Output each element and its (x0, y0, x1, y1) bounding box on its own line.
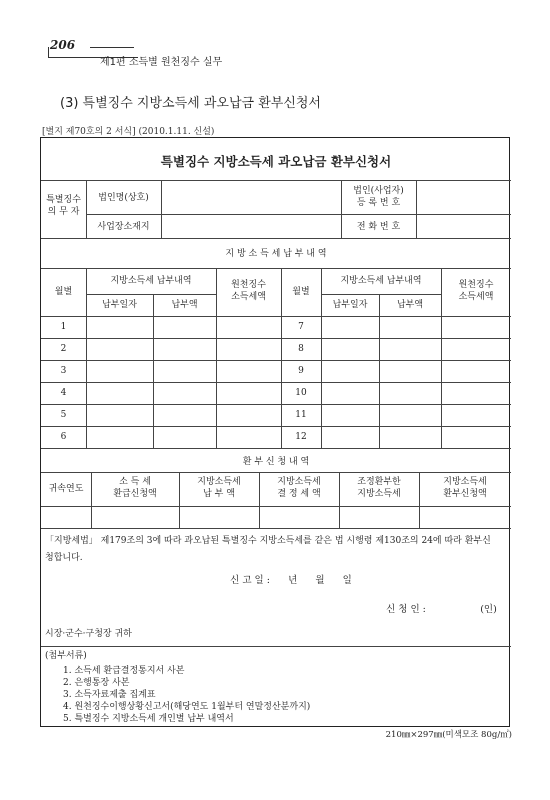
rule (41, 238, 511, 239)
attachment-item: 2. 은행통장 사본 (63, 678, 130, 688)
rule (379, 294, 380, 448)
refund-section-title: 환 부 신 청 내 역 (242, 457, 310, 467)
withholding-tax-header-right: 원천징수 소득세액 (458, 280, 494, 303)
month-cell: 7 (298, 322, 304, 332)
rule (86, 294, 216, 295)
month-cell: 6 (60, 432, 67, 442)
rule (41, 472, 511, 473)
withholding-tax-header-left: 원천징수 소득세액 (231, 280, 266, 303)
phone-label: 전 화 번 호 (356, 222, 401, 232)
statement-text: 「지방세법」 제179조의 3에 따라 과오납된 특별징수 지방소득세를 같은 법 시행령 제130조의 24에 따라 환부신 청합니다. (45, 536, 491, 564)
month-cell: 5 (60, 410, 67, 420)
refund-header: 지방소득세 결 정 세 액 (277, 477, 321, 500)
refund-header: 귀속연도 (48, 484, 84, 494)
rule (86, 268, 87, 448)
pay-amount-header-right: 납부액 (396, 300, 424, 310)
form-title: 특별징수 지방소득세 과오납금 환부신청서 (160, 154, 392, 169)
section-title: 제1편 소득별 원천징수 실무 (100, 57, 223, 68)
pay-date-header-right: 납부일자 (332, 300, 368, 310)
seal-mark: (인) (480, 604, 497, 615)
rule (41, 646, 511, 647)
form-reference: [별지 제70호의 2 서식] (2010.1.11. 신설) (42, 127, 215, 137)
month-cell: 4 (60, 388, 67, 398)
rule (86, 214, 511, 215)
refund-header: 조정환부한 지방소득세 (357, 477, 401, 500)
rule (153, 294, 154, 448)
refund-header: 지방소득세 환부신청액 (443, 477, 487, 500)
month-cell: 1 (60, 322, 67, 332)
refund-header: 소 득 세 환급신청액 (113, 477, 157, 500)
page-number: 206 (50, 38, 76, 52)
month-cell: 8 (298, 344, 304, 354)
pay-date-header-left: 납부일자 (102, 300, 137, 310)
applicant-label: 신 청 인 : (386, 604, 426, 615)
biz-address-label: 사업장소재지 (97, 222, 150, 232)
rule (321, 294, 441, 295)
attachments-title: (첨부서류) (45, 651, 87, 661)
month-header-left: 월별 (54, 287, 73, 297)
pay-amount-header-left: 납부액 (171, 300, 198, 310)
month-cell: 3 (60, 366, 67, 376)
header-rule (90, 47, 134, 48)
month-cell: 9 (298, 366, 304, 376)
rule (321, 268, 322, 448)
attachment-item: 1. 소득세 환급결정통지서 사본 (63, 666, 185, 676)
paper-size-note: 210㎜×297㎜(미색모조 80g/㎡) (385, 730, 512, 740)
month-cell: 2 (60, 344, 67, 354)
rule (41, 180, 511, 181)
refund-header: 지방소득세 납 부 액 (197, 477, 241, 500)
doc-heading: (3) 특별징수 지방소득세 과오납금 환부신청서 (60, 96, 321, 111)
payment-detail-header-left: 지방소득세 납부내역 (110, 276, 192, 286)
month-cell: 11 (295, 410, 307, 420)
refund-application-form (40, 137, 510, 727)
rule (161, 180, 162, 238)
month-cell: 10 (295, 388, 307, 398)
month-cell: 12 (295, 432, 307, 442)
filing-date: 신 고 일 : 년 월 일 (230, 575, 352, 586)
month-header-right: 월별 (292, 287, 310, 297)
corp-name-label: 법인명(상호) (98, 193, 149, 203)
rule (416, 180, 417, 238)
payment-section-title: 지 방 소 득 세 납 부 내 역 (225, 249, 327, 259)
rule (41, 448, 511, 449)
payment-detail-header-right: 지방소득세 납부내역 (340, 276, 422, 286)
reg-number-label: 법인(사업자) 등 록 번 호 (353, 186, 404, 209)
rule (41, 506, 511, 507)
obligor-label: 특별징수 의 무 자 (46, 195, 81, 218)
rule (41, 528, 511, 529)
attachment-item: 3. 소득자료제출 집계표 (63, 690, 156, 700)
attachment-item: 5. 특별징수 지방소득세 개인별 납부 내역서 (63, 714, 234, 724)
attachment-item: 4. 원천징수이행상황신고서(해당연도 1월부터 연말정산분까지) (63, 702, 311, 712)
header-rule (48, 47, 49, 57)
recipient: 시장·군수·구청장 귀하 (45, 629, 132, 639)
